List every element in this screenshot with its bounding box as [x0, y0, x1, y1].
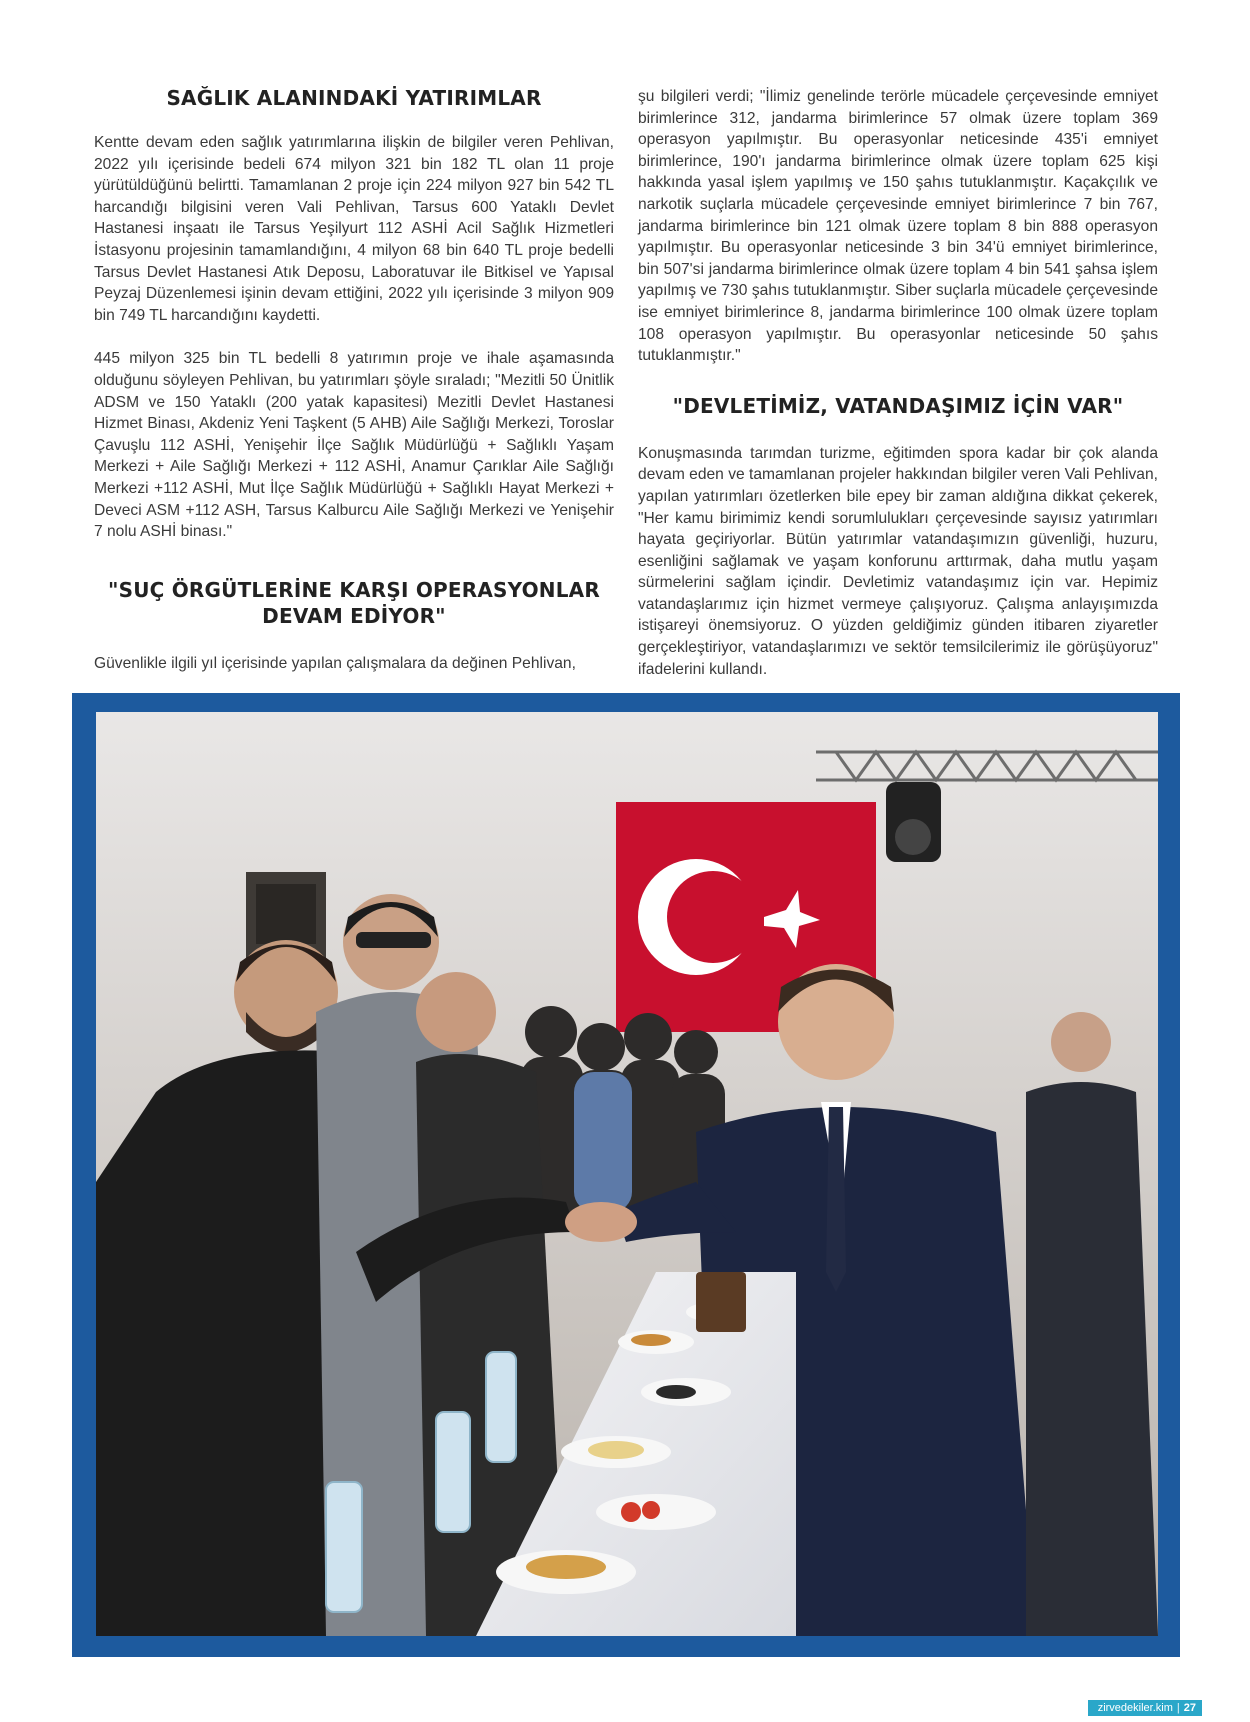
paragraph: şu bilgileri verdi; "İlimiz genelinde terörle mücadele çerçevesinde emniyet birimlerince 312, jandarma birimlerince 57 olmak üzere toplam 369 operasyon yapılmıştır. Bu operasyonlar neticesinde 435'i emniyet birimlerince, 190'ı jandarma birimlerince olmak üzere toplam 625 kişi hakkında yasal işlem yapılmış ve 150 şahıs tutuklanmıştır. Kaçakçılık ve narkotik suçlarla mücadele çerçevesinde emniyet birimlerince 7 bin 767, jandarma birimlerince bin 121 olmak üzere toplam 8 bin 888 operasyon yapılmıştır. Bu operasyonlar neticesinde 3 bin 34'ü emniyet birimlerince, bin 507'si jandarma birimlerince olmak üzere toplam 4 bin 541 şahsa işlem yapılmış ve 730 şahıs tutuklanmıştır. Siber suçlarla mücadele çerçevesinde ise emniyet birimlerince 8, jandarma birimlerince 100 olmak üzere toplam 108 operasyon yapılmıştır. Bu operasyonlar neticesinde 50 şahıs tutuklanmıştır." [638, 88, 1158, 365]
section-heading-health: SAĞLIK ALANINDAKİ YATIRIMLAR [166, 86, 542, 110]
right-column [638, 86, 1158, 680]
section-heading-state: "DEVLETİMİZ, VATANDAŞIMIZ İÇİN VAR" [672, 393, 1124, 418]
paragraph: Kentte devam eden sağlık yatırımlarına ilişkin de bilgiler veren Pehlivan, 2022 yılı içerisinde bedeli 674 milyon 321 bin 182 TL olan 11 proje yürütüldüğünü belirtti. Tamamlanan 2 proje için 224 milyon 927 bin 542 TL harcandığı bilgisini veren Vali Pehlivan, Tarsus 600 Yataklı Devlet Hastanesi inşaatı ile Tarsus Yeşilyurt 112 ASHİ Acil Sağlık Hizmetleri İstasyonu projesinin tamamlandığını, 4 milyon 68 bin 640 TL proje bedelli Tarsus Devlet Hastanesi Atık Deposu, Laboratuvar ile Bitkisel ve Yapısal Peyzaj Düzenlemesi işinin devam ettiğini, 2022 yılı içerisinde 3 milyon 909 bin 749 TL harcandığını kaydetti. [94, 134, 614, 324]
photo-illustration [96, 712, 1158, 1636]
page-footer [1088, 1700, 1202, 1716]
site-name: zirvedekiler.kim [1097, 1702, 1173, 1714]
section-heading-security: "SUÇ ÖRGÜTLERİNE KARŞI OPERASYONLAR DEVAM EDİYOR" [108, 577, 600, 628]
footer-separator: | [1176, 1702, 1180, 1714]
paragraph: Güvenlikle ilgili yıl içerisinde yapılan çalışmalara da değinen Pehlivan, [94, 654, 576, 672]
handshake-photo [96, 712, 1158, 1636]
paragraph: 445 milyon 325 bin TL bedelli 8 yatırımın proje ve ihale aşamasında olduğunu söyleyen Pehlivan, bu yatırımları şöyle sıraladı; "Mezitli 50 Ünitlik ADSM ve 150 Yataklı (200 yatak kapasitesi) Mezitli Devlet Hastanesi Hizmet Binası, Akdeniz Yeni Taşkent (5 AHB) Aile Sağlığı Merkezi, Toroslar Çavuşlu 112 ASHİ, Yenişehir İlçe Sağlık Müdürlüğü + Sağlıklı Yaşam Merkezi + Aile Sağlığı Merkezi + 112 ASHİ, Anamur Çarıklar Aile Sağlığı Merkezi +112 ASHİ, Mut İlçe Sağlık Müdürlüğü + Sağlıklı Hayat Merkezi + Deveci ASM +112 ASH, Tarsus Kalburcu Aile Sağlığı Merkezi ve Yenişehir 7 nolu ASHİ binası." [94, 350, 614, 541]
left-column [94, 86, 614, 674]
paragraph: Konuşmasında tarımdan turizme, eğitimden spora kadar bir çok alanda devam eden ve tamamlanan projeler hakkından bilgiler veren Vali Pehlivan, yapılan yatırımları özetlerken bile epey bir zaman aldığına dikkat çekerek, "Her kamu birimimiz kendi sorumlulukları çerçevesinde sayısız yatırımları hayata geçiriyorlar. Bütün yatırımlar vatandaşımızın güvenliği, huzuru, esenliğini sağlamak ve yaşam konforunu arttırmak, daha mutlu yaşam sürmelerini sağlam içindir. Devletimiz vatandaşımız için var. Hepimiz vatandaşlarımız için hizmet vermeye çalışıyoruz. Çalışma anlayışımızda istişareyi önemsiyoruz. O yüzden geldiğimiz günden itibaren ziyaretler gerçekleştiriyor, vatandaşlarımızı ve sektör temsilcilerimiz ile görüşüyoruz" ifadelerini kullandı. [638, 444, 1158, 678]
page-number: 27 [1183, 1702, 1196, 1714]
